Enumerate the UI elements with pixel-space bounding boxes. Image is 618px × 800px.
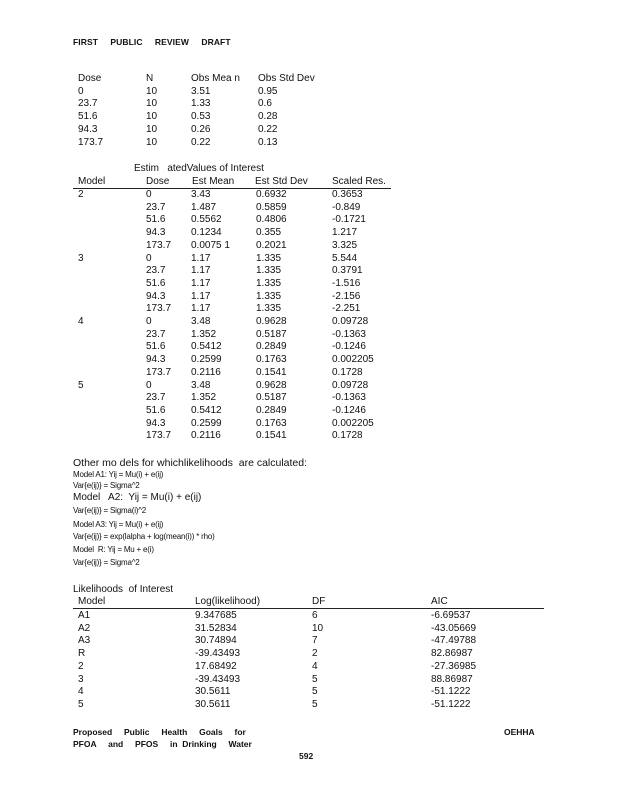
est-table-cell: 94.3: [146, 227, 166, 239]
est-table-title: Estim atedValues of Interest: [134, 163, 264, 174]
obs-table-cell: 10: [146, 123, 158, 135]
est-table-cell: 0: [146, 189, 152, 200]
lik-table-cell: 5: [312, 673, 318, 685]
obs-table-cell: 0.28: [258, 111, 278, 123]
model-definition-line: Var{e(ij)} = exp(lalpha + log(mean(i)) * rho): [73, 532, 215, 541]
lik-table-cell: -43.05669: [431, 622, 477, 634]
model-definition-line: Model A2: Yij = Mu(i) + e(ij): [73, 492, 202, 503]
est-table-cell: 1.217: [332, 227, 358, 239]
est-table-cell: 173.7: [146, 430, 172, 442]
est-table-cell: 23.7: [146, 392, 166, 404]
obs-header-cell: Obs Std Dev: [258, 73, 315, 84]
est-table-cell: 1.335: [256, 290, 282, 302]
lik-table-cell: 5: [78, 698, 84, 710]
lik-table-cell: 2: [78, 660, 84, 672]
est-table-cell: 1.487: [191, 201, 217, 213]
obs-table-cell: 0.95: [258, 85, 278, 97]
obs-table-cell: 0.26: [191, 123, 211, 135]
page-header: FIRST PUBLIC REVIEW DRAFT: [73, 37, 231, 47]
lik-table-cell: A1: [78, 610, 91, 621]
est-table-cell: 0: [146, 379, 152, 391]
est-table-cell: 3: [78, 252, 84, 264]
est-table-cell: 5.544: [332, 252, 358, 264]
est-table-cell: 1.17: [191, 277, 211, 289]
est-table-cell: 0.002205: [332, 354, 374, 366]
est-table-cell: 3.43: [191, 189, 211, 200]
est-table-cell: 3.48: [191, 316, 211, 327]
est-table-cell: -0.1246: [332, 341, 366, 353]
est-table-cell: -0.1721: [332, 214, 366, 226]
model-definition-line: Model R: Yij = Mu + e(i): [73, 545, 154, 554]
lik-table-cell: -27.36985: [431, 660, 477, 672]
est-table-cell: 0.3791: [332, 265, 363, 277]
est-table-cell: 0.2116: [191, 366, 221, 378]
obs-table-cell: 0.13: [258, 136, 278, 148]
est-table-cell: 0.9628: [256, 379, 287, 391]
est-table-cell: 1.335: [256, 265, 282, 277]
model-definition-line: Var{e(ij)} = Sigma(i)^2: [73, 506, 147, 515]
est-table-cell: 94.3: [146, 354, 166, 366]
other-models-title: Other mo dels for whichlikelihoods are calculated:: [73, 457, 308, 469]
obs-table-cell: 23.7: [78, 98, 98, 110]
est-table-cell: 0.1234: [191, 227, 222, 239]
est-table-cell: 0.1763: [256, 354, 287, 366]
lik-header-cell: AIC: [431, 596, 448, 607]
est-table-cell: 23.7: [146, 201, 166, 213]
est-table-cell: 51.6: [146, 214, 166, 226]
est-table-cell: 173.7: [146, 239, 172, 251]
model-definition-line: Var{e(ij)} = Sigma^2: [73, 481, 140, 490]
est-table-cell: 1.17: [191, 303, 211, 315]
est-table-cell: 0.6932: [256, 189, 287, 200]
est-table-cell: 23.7: [146, 265, 166, 277]
obs-table-cell: 10: [146, 98, 158, 110]
lik-table-cell: -39.43493: [195, 648, 241, 660]
est-table-cell: 2: [78, 189, 84, 200]
est-table-cell: 0.2599: [191, 354, 222, 366]
est-table-cell: 5: [78, 379, 84, 391]
lik-table-cell: 6: [312, 610, 318, 621]
lik-table-cell: 5: [312, 686, 318, 698]
obs-table-cell: 94.3: [78, 123, 98, 135]
lik-table-cell: A2: [78, 622, 91, 634]
obs-table-cell: 10: [146, 136, 158, 148]
est-table-cell: -0.1246: [332, 404, 366, 416]
est-table-cell: 0.09728: [332, 316, 369, 327]
est-table-cell: 0.5187: [256, 392, 287, 404]
est-table-cell: 51.6: [146, 341, 166, 353]
model-definition-line: Var{e(ij)} = Sigma^2: [73, 558, 140, 567]
likelihoods-title: Likelihoods of Interest: [73, 584, 174, 595]
obs-table-cell: 1.33: [191, 98, 211, 110]
footer-agency: OEHHA: [504, 727, 535, 737]
est-table-cell: 1.335: [256, 252, 282, 264]
est-table-cell: 94.3: [146, 417, 166, 429]
lik-table-cell: -51.1222: [431, 698, 471, 710]
lik-table-cell: 10: [312, 622, 324, 634]
lik-header-cell: DF: [312, 596, 326, 607]
lik-table-cell: 82.86987: [431, 648, 473, 660]
est-table-cell: 0.5412: [191, 341, 222, 353]
est-table-cell: -1.516: [332, 277, 361, 289]
est-table-cell: 0.2599: [191, 417, 222, 429]
est-table-cell: 94.3: [146, 290, 166, 302]
est-table-cell: 0.2021: [256, 239, 287, 251]
lik-table-cell: R: [78, 648, 86, 660]
est-table-cell: 0.1541: [256, 366, 287, 378]
obs-table-cell: 0.22: [258, 123, 278, 135]
lik-header-cell: Log(likelihood): [195, 596, 261, 607]
est-table-cell: -0.1363: [332, 392, 366, 404]
footer-line-1: Proposed Public Health Goals for: [73, 727, 246, 737]
obs-table-cell: 10: [146, 85, 158, 97]
obs-header-cell: Obs Mea n: [191, 73, 240, 84]
est-table-cell: 51.6: [146, 277, 166, 289]
est-table-cell: 1.17: [191, 252, 211, 264]
lik-table-cell: 7: [312, 635, 318, 647]
est-table-cell: 1.17: [191, 265, 211, 277]
lik-table-cell: 31.52834: [195, 622, 237, 634]
lik-table-cell: 9.347685: [195, 610, 237, 621]
obs-header-cell: N: [146, 73, 154, 84]
est-header-cell: Est Mean: [192, 176, 235, 187]
est-table-cell: 0.1541: [256, 430, 287, 442]
obs-table-cell: 0: [78, 85, 84, 97]
est-table-cell: 51.6: [146, 404, 166, 416]
est-table-cell: 3.325: [332, 239, 358, 251]
footer-line-2: PFOA and PFOS in Drinking Water: [73, 739, 252, 749]
lik-header-rule: [73, 608, 544, 609]
est-table-cell: 0.1728: [332, 430, 363, 442]
obs-table-cell: 10: [146, 111, 158, 123]
est-table-cell: 0.2116: [191, 430, 221, 442]
lik-table-cell: 3: [78, 673, 84, 685]
est-table-cell: 3.48: [191, 379, 211, 391]
lik-table-cell: 30.5611: [195, 698, 231, 710]
page-number: 592: [299, 751, 314, 761]
lik-table-cell: 17.68492: [195, 660, 237, 672]
lik-table-cell: 88.86987: [431, 673, 473, 685]
lik-table-cell: A3: [78, 635, 91, 647]
est-table-cell: 0.3653: [332, 189, 363, 200]
lik-table-cell: 5: [312, 698, 318, 710]
est-table-cell: 0.5412: [191, 404, 222, 416]
est-table-cell: 0: [146, 316, 152, 327]
est-table-cell: 0.9628: [256, 316, 287, 327]
est-table-cell: 0.002205: [332, 417, 374, 429]
obs-table-cell: 173.7: [78, 136, 104, 148]
est-table-cell: 0.5562: [191, 214, 222, 226]
obs-table-cell: 0.22: [191, 136, 211, 148]
obs-table-cell: 0.53: [191, 111, 211, 123]
obs-table-cell: 0.6: [258, 98, 272, 110]
model-definition-line: Model A3: Yij = Mu(i) + e(ij): [73, 520, 164, 529]
est-table-cell: 4: [78, 316, 84, 327]
lik-table-cell: -51.1222: [431, 686, 471, 698]
est-table-cell: 173.7: [146, 366, 172, 378]
est-table-cell: 0.5187: [256, 328, 287, 340]
est-table-cell: 23.7: [146, 328, 166, 340]
est-table-cell: 1.335: [256, 277, 282, 289]
lik-table-cell: 30.74894: [195, 635, 237, 647]
lik-table-cell: -6.69537: [431, 610, 471, 621]
est-table-cell: 1.352: [191, 392, 217, 404]
lik-table-cell: -39.43493: [195, 673, 241, 685]
obs-header-cell: Dose: [78, 73, 102, 84]
est-table-cell: -0.849: [332, 201, 361, 213]
est-table-cell: 0.2849: [256, 404, 287, 416]
est-table-cell: 0.355: [256, 227, 282, 239]
model-definition-line: Model A1: Yij = Mu(i) + e(ij): [73, 470, 164, 479]
est-table-cell: 0.1763: [256, 417, 287, 429]
est-table-cell: 0.0075 1: [191, 239, 230, 251]
est-table-cell: 0.1728: [332, 366, 363, 378]
est-table-cell: -2.251: [332, 303, 361, 315]
est-table-cell: 0.4806: [256, 214, 287, 226]
est-table-cell: 173.7: [146, 303, 172, 315]
est-table-cell: 0: [146, 252, 152, 264]
est-table-cell: -2.156: [332, 290, 361, 302]
est-table-cell: -0.1363: [332, 328, 366, 340]
est-table-cell: 0.09728: [332, 379, 369, 391]
lik-header-cell: Model: [78, 596, 106, 607]
est-header-cell: Model: [78, 176, 106, 187]
lik-table-cell: 2: [312, 648, 318, 660]
lik-table-cell: -47.49788: [431, 635, 477, 647]
obs-table-cell: 3.51: [191, 85, 211, 97]
est-header-cell: Est Std Dev: [255, 176, 308, 187]
lik-table-cell: 30.5611: [195, 686, 231, 698]
lik-table-cell: 4: [78, 686, 84, 698]
est-table-cell: 1.335: [256, 303, 282, 315]
obs-table-cell: 51.6: [78, 111, 98, 123]
est-table-cell: 1.17: [191, 290, 211, 302]
est-header-cell: Scaled Res.: [332, 176, 386, 187]
est-table-cell: 1.352: [191, 328, 217, 340]
est-table-cell: 0.5859: [256, 201, 287, 213]
est-table-cell: 0.2849: [256, 341, 287, 353]
est-header-cell: Dose: [146, 176, 170, 187]
lik-table-cell: 4: [312, 660, 318, 672]
